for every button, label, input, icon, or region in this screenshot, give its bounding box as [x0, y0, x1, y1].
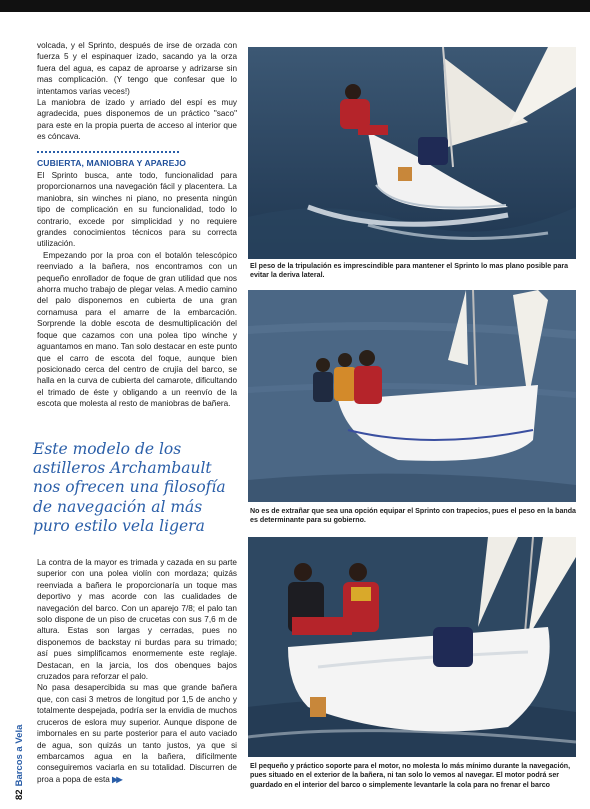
paragraph: La contra de la mayor es trimada y cazada en su parte superior con una polea violín con mordaza; quizás reenviada a bañera le proporcionaría un toque mas deportivo y mas acorde con las cualidades de navegación del barco. Con un aparejo 7/8; el palo tan solo dispone de un piso de crucetas con sus 7,6 m de altura. Estas son largas y cerradas, pues no disponemos de backstay ni burdas para su trimado; así pues simplificamos enormemente este reglaje. Destacan, en la jarcia, los dos obenques bajos cruzados para reforzar el palo.: [37, 558, 237, 682]
photo-caption: No es de extrañar que sea una opción equipar el Sprinto con trapecios, pues el peso en la banda es determinante para su gobierno.: [250, 507, 577, 525]
section-side-label: [14, 725, 25, 800]
paragraph: volcada, y el Sprinto, después de irse de orzada con fuerza 5 y el espinaquer izado, sacando ya la orza fuera del agua, es capaz de aproarse y adrizarse sin mas complicación. (Y tengo que confesar que lo intentamos varias veces!): [37, 41, 237, 96]
photo-sailboat-heeling: [248, 47, 576, 259]
paragraph-text: No pasa desapercibida su mas que grande bañera que, con casi 3 metros de longitud por 1,5 de ancho y totalmente despejada, podría ser la envidia de muchos cruceros de eslora muy superior. Aunque dispone de imbornales en su parte posterior para el auto vaciado de agua, son quizás un tanto justos, ya que si embarcamos agua en la bañera, difícilmente conseguiremos vaciarla en su totalidad. Discurren de proa a popa de esta: [37, 683, 237, 784]
column-top: [37, 40, 237, 143]
section-divider: [37, 151, 179, 153]
paragraph: Empezando por la proa con el botalón telescópico reenviado a la bañera, nos encontramos con un pequeño enrollador de foque de gran utilidad que nos ahorra mucho trabajo de plegar velas. A medio camino del palo disponemos en cubierta de una gran cornamusa para el amarre de la embarcación. Sorprende la doble escota de desmultiplicación del foque que cazamos con una polea tipo winche y aguantamos en mano. Tan solo destacar en este punto que el carro de escota del foque, aunque bien posicionado cerca del centro de crujía del barco, se halla en la curva de cubierta del camarote, dificultando el trimado de éste y obligando a un reenvío de la escota que molesta al resto de maniobras de bañera.: [37, 250, 237, 409]
continue-arrow-icon: ▶▶: [112, 774, 121, 784]
section-title: CUBIERTA, MANIOBRA Y APAREJO: [37, 158, 187, 168]
column-mid: [37, 170, 237, 410]
photo-caption: El pequeño y práctico soporte para el motor, no molesta lo más mínimo durante la navegación, pues situado en el exterior de la bañera, ni tan solo lo vemos al navegar. El motor podrá ser guardado en el interior del barco o simplemente levantarle la cola para no frenar el barco: [250, 762, 571, 789]
photo-motor-support: [248, 537, 576, 757]
paragraph: La maniobra de izado y arriado del espí es muy agradecida, pues disponemos de un práctico "saco" para este en la propia puerta de acceso al interior que es cóncava.: [37, 98, 237, 142]
column-bottom: [37, 557, 237, 785]
top-bar: [0, 0, 590, 12]
photo-caption: El peso de la tripulación es imprescindible para mantener el Sprinto lo mas plano posible para evitar la deriva lateral.: [250, 262, 569, 280]
paragraph: [37, 682, 237, 785]
page-number: 82: [14, 789, 25, 800]
paragraph: El Sprinto busca, ante todo, funcionalidad para proporcionarnos una navegación fácil y placentera. La maniobra, sin winches ni piano, no presenta ningún tipo de complicación en su funcionalidad, todo lo contrario, excede por simplicidad y no requiere grandes conocimientos técnicos para su correcta utilización.: [37, 171, 237, 249]
photo-crew-hiking: [248, 290, 576, 502]
pull-quote: Este modelo de los astilleros Archambault nos ofrecen una filosofía de navegación al más puro estilo vela ligera: [33, 440, 226, 535]
section-label: Barcos a Vela: [14, 724, 25, 787]
